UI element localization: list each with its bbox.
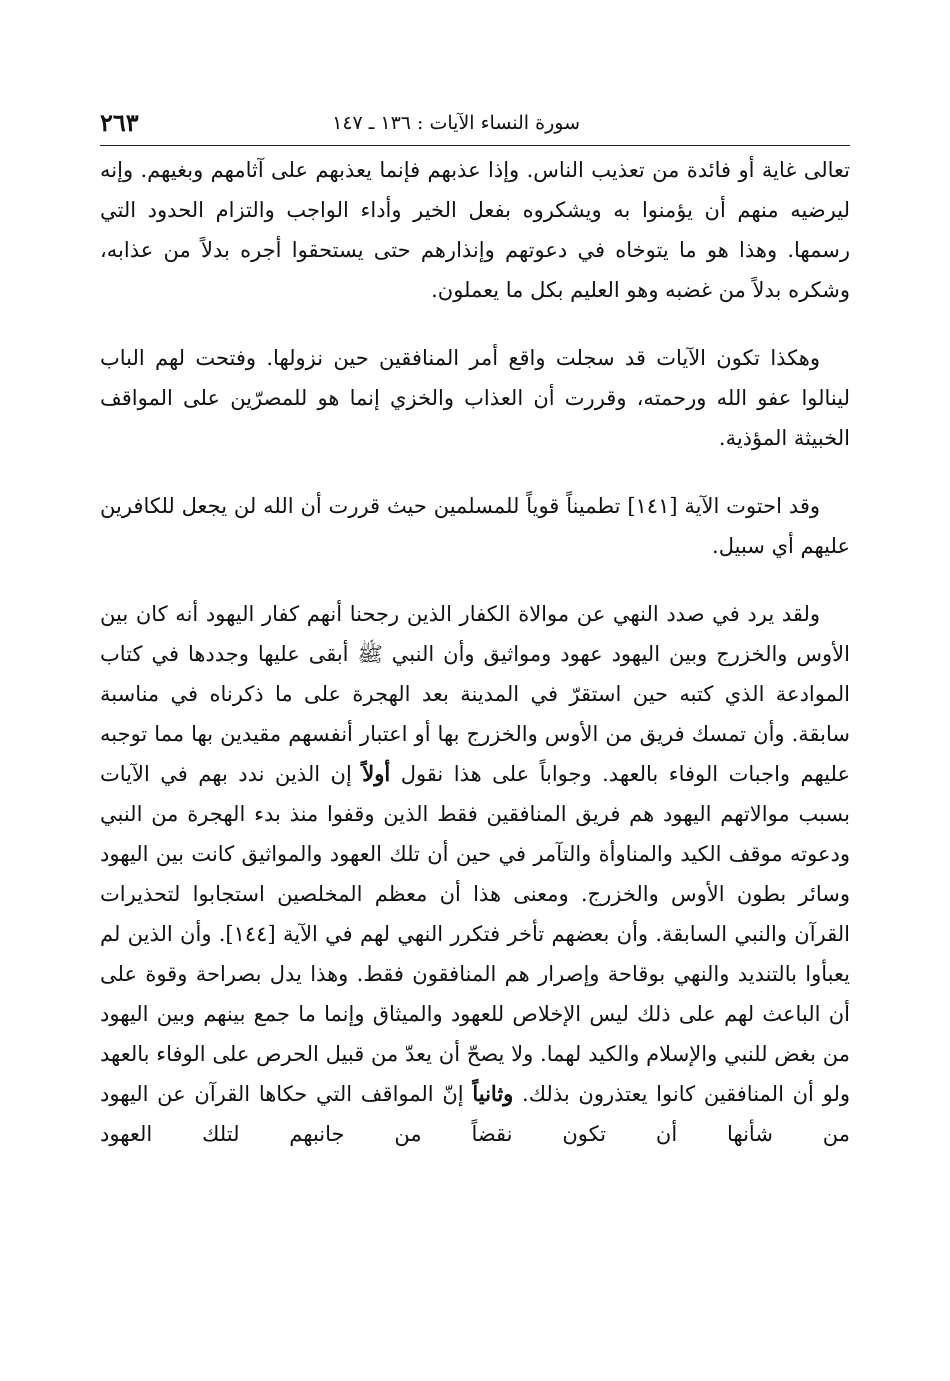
paragraph-4-part-3: إنّ المواقف التي حكاها القرآن عن اليهود من شأنها أن تكون نقضاً من جانبهم لتلك العهود bbox=[100, 1082, 850, 1146]
header-rule bbox=[100, 145, 850, 146]
header-title: سورة النساء الآيات : ١٣٦ ـ ١٤٧ bbox=[332, 112, 580, 134]
page-number: ٢٦٣ bbox=[100, 108, 139, 137]
page-header bbox=[100, 104, 850, 144]
paragraph-2: وهكذا تكون الآيات قد سجلت واقع أمر المنافقين حين نزولها. وفتحت لهم الباب لينالوا عفو الله ورحمته، وقررت أن العذاب والخزي إنما هو للمصرّين على المواقف الخبيثة المؤذية. bbox=[100, 346, 850, 450]
first-point-label: أولاً bbox=[362, 761, 391, 786]
paragraph-4 bbox=[100, 594, 850, 1154]
paragraph-3: وقد احتوت الآية [١٤١] تطميناً قوياً للمسلمين حيث قررت أن الله لن يجعل للكافرين عليهم أي سبيل. bbox=[100, 494, 850, 558]
paragraph-4-part-1: ولقد يرد في صدد النهي عن موالاة الكفار الذين رجحنا أنهم كفار اليهود أنه كان بين الأوس والخزرج وبين اليهود عهود ومواثيق وأن النبي ﷺ أبقى عليها وجددها في كتاب الموادعة الذي كتبه حين استقرّ في المدينة بعد الهجرة على ما ذكرناه في مناسبة سابقة. وأن تمسك فريق من الأوس والخزرج بها أو اعتبار أنفسهم مقيدين بها مما توجبه عليهم واجبات الوفاء بالعهد. وجواباً على هذا نقول bbox=[100, 602, 851, 786]
paragraph-1: تعالى غاية أو فائدة من تعذيب الناس. وإذا عذبهم فإنما يعذبهم على آثامهم وبغيهم. وإنه ليرضيه منهم أن يؤمنوا به ويشكروه بفعل الخير وأداء الواجب والتزام الحدود التي رسمها. وهذا هو ما يتوخاه في دعوتهم وإنذارهم حتى يستحقوا أجره بدلاً من عذابه، وشكره بدلاً من غضبه وهو العليم بكل ما يعملون. bbox=[100, 158, 850, 302]
body-text bbox=[100, 150, 850, 1154]
paragraph-4-part-2: إن الذين ندد بهم في الآيات بسبب موالاتهم اليهود هم فريق المنافقين فقط الذين وقفوا منذ بدء الهجرة من النبي ودعوته موقف الكيد والمناوأة والتآمر في حين أن تلك العهود والمواثيق كانت بين اليهود وسائر بطون الأوس والخزرج. ومعنى هذا أن معظم المخلصين استجابوا لتحذيرات القرآن والنبي السابقة. وأن بعضهم تأخر فتكرر النهي لهم في الآية [١٤٤]. وأن الذين لم يعبأوا بالتنديد والنهي بوقاحة وإصرار هم المنافقون فقط. وهذا يدل بصراحة وقوة على أن الباعث لهم على ذلك ليس الإخلاص للعهود والميثاق وإنما ما جمع بينهم وبين اليهود من بغض للنبي والإسلام والكيد لهما. ولا يصحّ أن يعدّ من قبيل الحرص على الوفاء بالعهد ولو أن المنافقين كانوا يعتذرون بذلك. bbox=[100, 762, 850, 1106]
second-point-label: وثانياً bbox=[472, 1081, 514, 1106]
